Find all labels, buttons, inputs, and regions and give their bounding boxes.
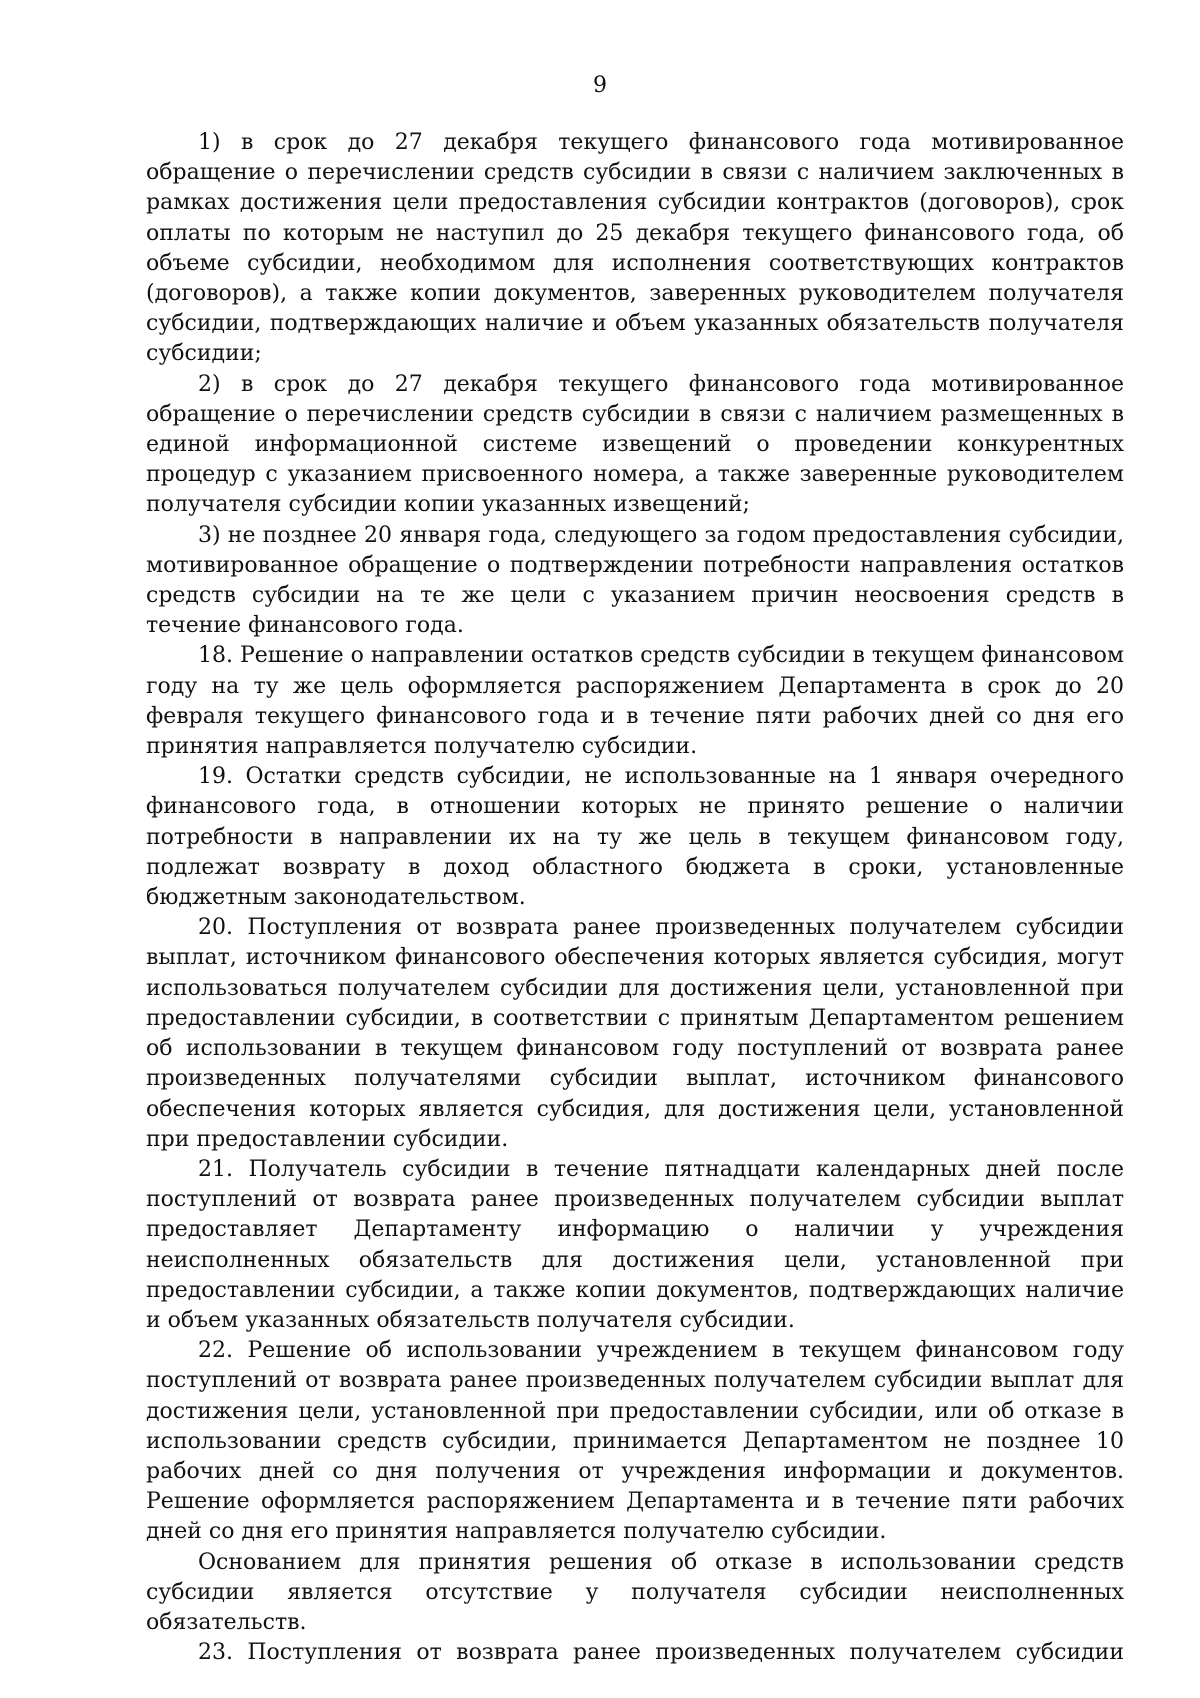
paragraph-23-start: 23. Поступления от возврата ранее произведенных получателем субсидии bbox=[198, 1640, 1124, 1666]
paragraph-item-1: 1) в срок до 27 декабря текущего финансового года мотивированное обращение о перечислении средств субсидии в связи с наличием заключенных в рамках достижения цели предоставления субсидии контрактов (договоров), срок оплаты по которым не наступил до 25 декабря текущего финансового года, об объеме субсидии, необходимом для исполнения соответствующих контрактов (договоров), а также копии документов, заверенных руководителем получателя субсидии, подтверждающих наличие и объем указанных обязательств получателя субсидии; bbox=[146, 130, 1124, 367]
paragraph-19: 19. Остатки средств субсидии, не использованные на 1 января очередного финансового года, в отношении которых не принято решение о наличии потребности в направлении их на ту же цель в текущем финансовом году, подлежат возврату в доход областного бюджета в сроки, установленные бюджетным законодательством. bbox=[146, 764, 1124, 911]
paragraph-refusal-basis: Основанием для принятия решения об отказе в использовании средств субсидии является отсутствие у получателя субсидии неисполненных обязательств. bbox=[146, 1549, 1124, 1635]
paragraph-21: 21. Получатель субсидии в течение пятнадцати календарных дней после поступлений от возврата ранее произведенных получателем субсидии выплат предоставляет Департаменту информацию о наличии у учреждения неисполненных обязательств для достижения цели, установленной при предоставлении субсидии, а также копии документов, подтверждающих наличие и объем указанных обязательств получателя субсидии. bbox=[146, 1156, 1124, 1333]
paragraph-22: 22. Решение об использовании учреждением в текущем финансовом году поступлений от возврата ранее произведенных получателем субсидии выплат для достижения цели, установленной при предоставлении субсидии, или об отказе в использовании средств субсидии, принимается Департаментом не позднее 10 рабочих дней со дня получения от учреждения информации и документов. Решение оформляется распоряжением Департамента и в течение пяти рабочих дней со дня его принятия направляется получателю субсидии. bbox=[146, 1338, 1124, 1545]
paragraph-item-2: 2) в срок до 27 декабря текущего финансового года мотивированное обращение о перечислении средств субсидии в связи с наличием размещенных в единой информационной системе извещений о проведении конкурентных процедур с указанием присвоенного номера, а также заверенные руководителем получателя субсидии копии указанных извещений; bbox=[146, 371, 1124, 518]
paragraph-item-3: 3) не позднее 20 января года, следующего за годом предоставления субсидии, мотивированное обращение о подтверждении потребности направления остатков средств субсидии на те же цели с указанием причин неосвоения средств в течение финансового года. bbox=[146, 522, 1124, 639]
document-body bbox=[146, 128, 1124, 1668]
paragraph-20: 20. Поступления от возврата ранее произведенных получателем субсидии выплат, источником финансового обеспечения которых является субсидия, могут использоваться получателем субсидии для достижения цели, установленной при предоставлении субсидии, в соответствии с принятым Департаментом решением об использовании в текущем финансовом году поступлений от возврата ранее произведенных получателями субсидии выплат, источником финансового обеспечения которых является субсидия, для достижения цели, установленной при предоставлении субсидии. bbox=[146, 915, 1124, 1152]
page-number: 9 bbox=[593, 73, 607, 98]
paragraph-18: 18. Решение о направлении остатков средств субсидии в текущем финансовом году на ту же цель оформляется распоряжением Департамента в срок до 20 февраля текущего финансового года и в течение пяти рабочих дней со дня его принятия направляется получателю субсидии. bbox=[146, 643, 1124, 760]
